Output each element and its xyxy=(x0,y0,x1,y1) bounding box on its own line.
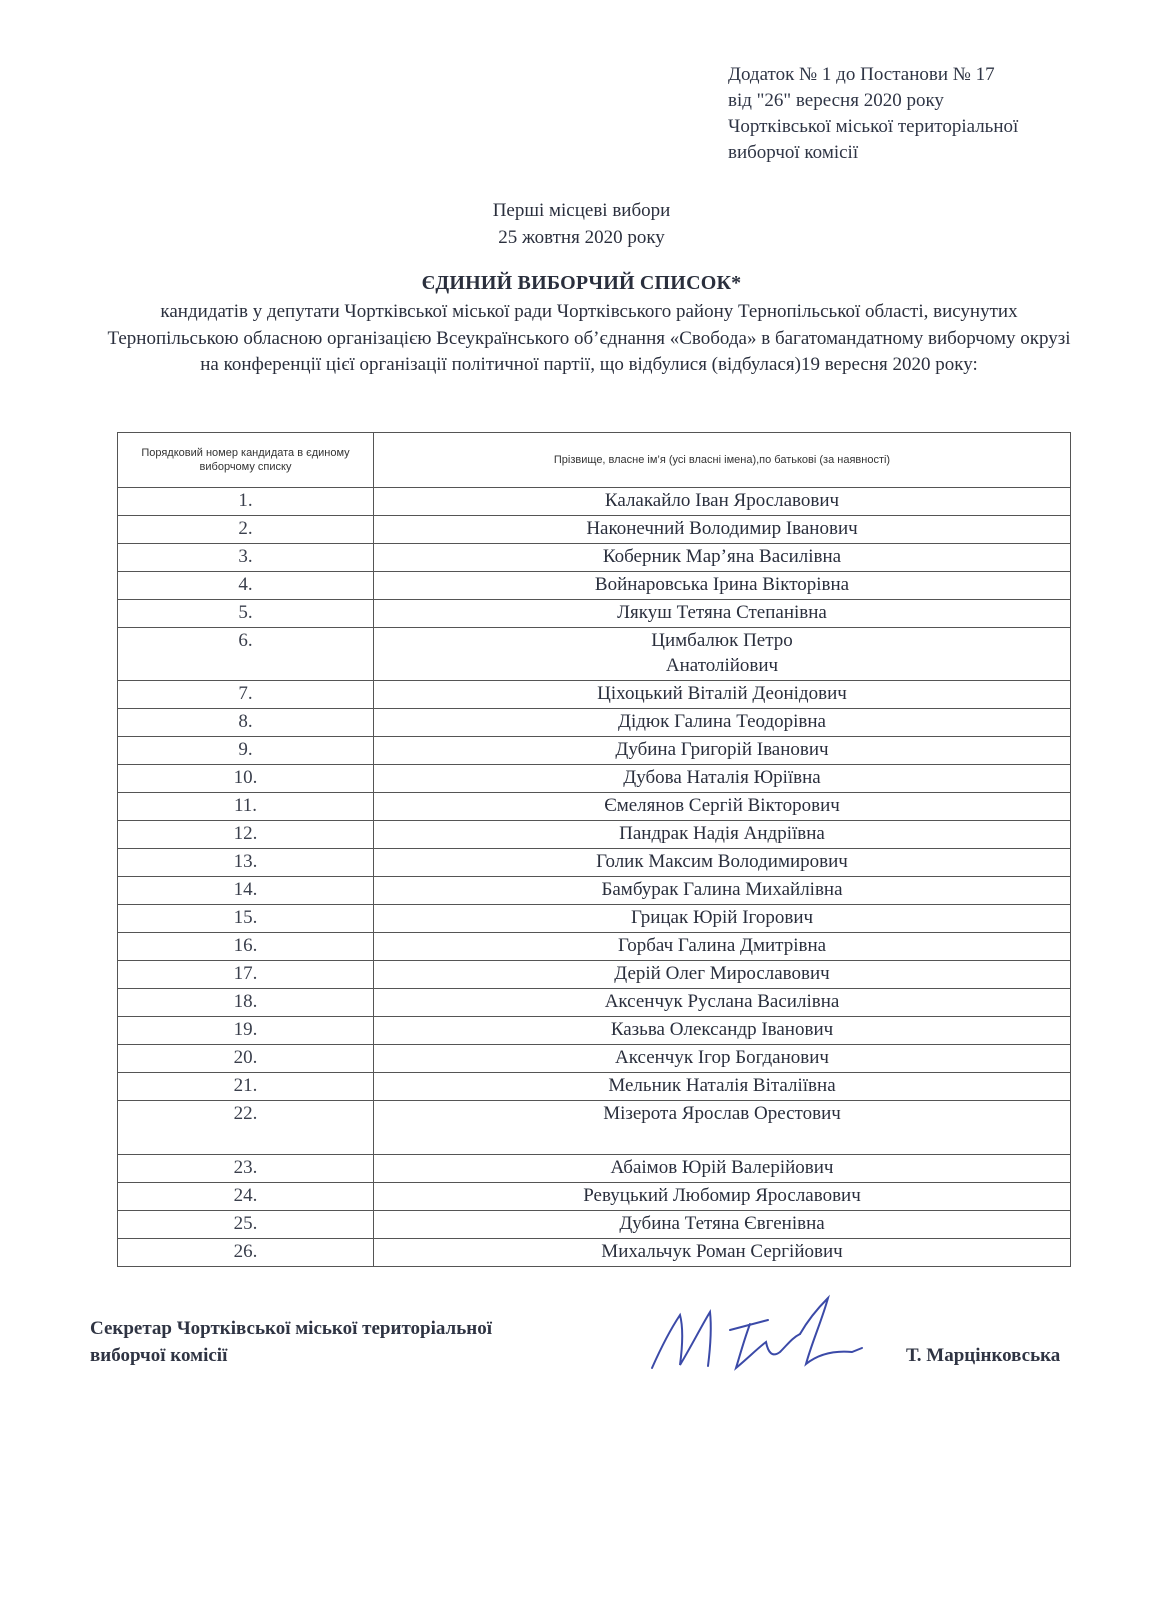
elections-line-2: 25 жовтня 2020 року xyxy=(498,227,665,248)
candidate-name: Бамбурак Галина Михайлівна xyxy=(374,877,1071,905)
table-row xyxy=(118,709,1071,737)
candidate-number: 4. xyxy=(118,572,374,600)
candidate-name: Дерій Олег Мирославович xyxy=(374,961,1071,989)
candidate-name: Дідюк Галина Теодорівна xyxy=(374,709,1071,737)
candidate-number: 9. xyxy=(118,737,374,765)
table-row xyxy=(118,877,1071,905)
candidate-number: 17. xyxy=(118,961,374,989)
candidate-name: Войнаровська Ірина Вікторівна xyxy=(374,572,1071,600)
table-row xyxy=(118,961,1071,989)
table-row xyxy=(118,572,1071,600)
candidate-name: Калакайло Іван Ярославович xyxy=(374,488,1071,516)
table-row xyxy=(118,1073,1071,1101)
candidate-number: 23. xyxy=(118,1155,374,1183)
candidate-number: 10. xyxy=(118,765,374,793)
candidate-name: Наконечний Володимир Іванович xyxy=(374,516,1071,544)
candidate-name: Пандрак Надія Андріївна xyxy=(374,821,1071,849)
column-header-number: Порядковий номер кандидата в єдиному виборчому списку xyxy=(118,433,374,488)
candidate-number: 19. xyxy=(118,1017,374,1045)
table-row xyxy=(118,1101,1071,1155)
candidate-name: Аксенчук Руслана Василівна xyxy=(374,989,1071,1017)
table-row xyxy=(118,737,1071,765)
candidate-number: 22. xyxy=(118,1101,374,1155)
table-row xyxy=(118,1239,1071,1267)
table-row xyxy=(118,600,1071,628)
candidate-name: Дубина Тетяна Євгенівна xyxy=(374,1211,1071,1239)
table-row xyxy=(118,544,1071,572)
candidate-name: Михальчук Роман Сергійович xyxy=(374,1239,1071,1267)
table-row xyxy=(118,1183,1071,1211)
candidate-name: Казьва Олександр Іванович xyxy=(374,1017,1071,1045)
candidate-name: Горбач Галина Дмитрівна xyxy=(374,933,1071,961)
candidate-number: 2. xyxy=(118,516,374,544)
candidate-name: Абаімов Юрій Валерійович xyxy=(374,1155,1071,1183)
secretary-line-2: виборчої комісії xyxy=(90,1345,228,1366)
candidate-name: Коберник Мар’яна Василівна xyxy=(374,544,1071,572)
candidate-number: 15. xyxy=(118,905,374,933)
document-title: ЄДИНИЙ ВИБОРЧИЙ СПИСОК* xyxy=(421,272,742,294)
table-row xyxy=(118,793,1071,821)
candidate-number: 5. xyxy=(118,600,374,628)
candidate-number: 16. xyxy=(118,933,374,961)
table-row xyxy=(118,628,1071,681)
candidate-name: Дубова Наталія Юріївна xyxy=(374,765,1071,793)
table-row xyxy=(118,681,1071,709)
table-row xyxy=(118,1155,1071,1183)
candidates-table-body xyxy=(118,488,1071,1267)
elections-heading xyxy=(0,197,1163,251)
candidate-number: 21. xyxy=(118,1073,374,1101)
candidate-number: 1. xyxy=(118,488,374,516)
annex-reference xyxy=(728,62,1018,166)
secretary-line-1: Секретар Чортківської міської територіальної xyxy=(90,1318,492,1339)
table-row xyxy=(118,933,1071,961)
candidate-number: 26. xyxy=(118,1239,374,1267)
candidate-name: Грицак Юрій Ігорович xyxy=(374,905,1071,933)
candidate-name: Лякуш Тетяна Степанівна xyxy=(374,600,1071,628)
candidate-number: 6. xyxy=(118,628,374,681)
candidates-table xyxy=(117,432,1071,1267)
annex-line-2: від "26" вересня 2020 року xyxy=(728,90,944,111)
candidate-number: 24. xyxy=(118,1183,374,1211)
column-header-name: Прізвище, власне ім’я (усі власні імена),по батькові (за наявності) xyxy=(374,433,1071,488)
candidate-number: 13. xyxy=(118,849,374,877)
candidate-name: Аксенчук Ігор Богданович xyxy=(374,1045,1071,1073)
annex-line-1: Додаток № 1 до Постанови № 17 xyxy=(728,64,995,85)
annex-line-3: Чортківської міської територіальної xyxy=(728,116,1019,137)
candidate-name: Ємелянов Сергій Вікторович xyxy=(374,793,1071,821)
candidate-number: 12. xyxy=(118,821,374,849)
candidate-number: 3. xyxy=(118,544,374,572)
table-row xyxy=(118,1017,1071,1045)
candidate-name: Мельник Наталія Віталіївна xyxy=(374,1073,1071,1101)
candidate-name: Голик Максим Володимирович xyxy=(374,849,1071,877)
secretary-title xyxy=(90,1315,492,1369)
candidate-name: Мізерота Ярослав Орестович xyxy=(374,1101,1071,1155)
table-row xyxy=(118,516,1071,544)
candidate-name: Ревуцький Любомир Ярославович xyxy=(374,1183,1071,1211)
table-row xyxy=(118,905,1071,933)
table-row xyxy=(118,989,1071,1017)
annex-line-4: виборчої комісії xyxy=(728,142,859,163)
candidate-number: 14. xyxy=(118,877,374,905)
table-row xyxy=(118,1045,1071,1073)
candidate-number: 18. xyxy=(118,989,374,1017)
candidate-number: 11. xyxy=(118,793,374,821)
candidate-name xyxy=(374,628,1071,681)
candidate-name: Ціхоцький Віталій Деонідович xyxy=(374,681,1071,709)
candidate-number: 20. xyxy=(118,1045,374,1073)
table-row xyxy=(118,488,1071,516)
table-row xyxy=(118,765,1071,793)
table-row xyxy=(118,849,1071,877)
signer-name: Т. Марцінковська xyxy=(906,1345,1061,1366)
candidate-number: 25. xyxy=(118,1211,374,1239)
elections-line-1: Перші місцеві вибори xyxy=(492,200,671,221)
candidate-number: 8. xyxy=(118,709,374,737)
table-header-row xyxy=(118,433,1071,488)
intro-paragraph: кандидатів у депутати Чортківської міської ради Чортківського району Тернопільської області, висунутих Тернопільською обласною організацією Всеукраїнського об’єднання «Свобода» в багатомандатному виборчому окрузі на конференції цієї організації політичної партії, що відбулися (відбулася)19 вересня 2020 року: xyxy=(107,301,1071,375)
table-row xyxy=(118,1211,1071,1239)
handwritten-signature xyxy=(640,1290,880,1380)
table-row xyxy=(118,821,1071,849)
candidate-name-text: Цимбалюк Петро Анатолійович xyxy=(651,630,793,676)
candidate-number: 7. xyxy=(118,681,374,709)
candidate-name: Дубина Григорій Іванович xyxy=(374,737,1071,765)
